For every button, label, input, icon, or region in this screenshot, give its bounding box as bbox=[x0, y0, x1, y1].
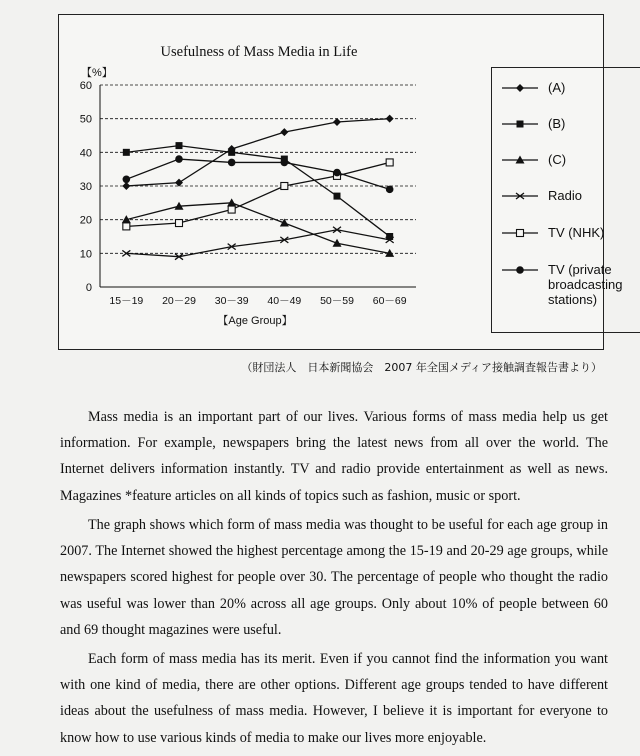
data-point bbox=[176, 142, 183, 149]
legend-marker bbox=[498, 223, 542, 243]
legend-item bbox=[492, 150, 640, 170]
legend-label: Radio bbox=[548, 188, 582, 203]
x-tick-label: 20－29 bbox=[162, 295, 196, 307]
legend-item bbox=[492, 223, 640, 243]
x-tick-label: 60－69 bbox=[372, 295, 407, 307]
series-4 bbox=[122, 227, 393, 260]
legend-item bbox=[492, 114, 640, 134]
data-point bbox=[228, 159, 236, 167]
paragraph-2: The graph shows which form of mass media was thought to be useful for each age group in 2007. The Internet showed the highest percentage among the 15-19 and 20-29 age groups, while newspapers scored highest for people over 30. The percentage of people who thought the radio was useful was lower than 20% across all age groups. Only about 10% of people between 60 and 69 thought magazines were useful. bbox=[60, 517, 608, 638]
x-tick-label: 50－59 bbox=[320, 295, 354, 307]
y-tick-label: 0 bbox=[85, 282, 92, 294]
series-line bbox=[126, 162, 389, 226]
data-point bbox=[281, 159, 289, 167]
series-line bbox=[126, 146, 389, 237]
legend-label: TV (private broadcasting stations) bbox=[548, 262, 623, 307]
chart-title: Usefulness of Mass Media in Life bbox=[160, 44, 358, 60]
legend-label: (A) bbox=[548, 80, 566, 95]
legend-label: (C) bbox=[548, 152, 567, 167]
series-5 bbox=[123, 159, 393, 230]
data-point bbox=[123, 175, 131, 183]
legend-label: (B) bbox=[548, 116, 566, 131]
paragraph-3: Each form of mass media has its merit. Even if you cannot find the information you want with one kind of media, there are other options. Different age groups tended to have different ideas about the usefulness of mass media. However, I believe it is important for everyone to know how to use various kinds of media to make our lives more enjoyable. bbox=[60, 651, 608, 746]
legend-symbol bbox=[516, 266, 524, 274]
legend-label: TV (NHK) bbox=[548, 225, 605, 240]
series-line bbox=[126, 203, 389, 254]
legend-symbol bbox=[517, 230, 524, 237]
series-2 bbox=[123, 142, 393, 240]
data-point bbox=[123, 223, 130, 230]
legend-item bbox=[492, 186, 640, 206]
source-citation: （財団法人 日本新聞協会 2007 年全国メディア接触調査報告書より） bbox=[241, 361, 602, 374]
data-point bbox=[227, 198, 236, 206]
legend-marker bbox=[498, 150, 542, 170]
legend-marker bbox=[498, 260, 542, 280]
data-point bbox=[123, 149, 130, 156]
data-point bbox=[122, 182, 130, 190]
data-point bbox=[228, 206, 235, 213]
data-point bbox=[280, 128, 288, 136]
series-6 bbox=[123, 155, 394, 193]
y-tick-label: 50 bbox=[79, 113, 92, 126]
data-point bbox=[175, 155, 183, 163]
data-point bbox=[281, 183, 288, 190]
data-point bbox=[333, 169, 341, 177]
y-tick-label: 10 bbox=[79, 248, 92, 261]
series-line bbox=[126, 159, 389, 189]
legend-marker bbox=[498, 186, 542, 206]
legend-marker bbox=[498, 114, 542, 134]
data-point bbox=[175, 179, 183, 187]
y-tick-label: 60 bbox=[79, 80, 92, 92]
series-line bbox=[126, 230, 389, 257]
x-tick-label: 15－19 bbox=[109, 295, 144, 307]
paragraph-1: Mass media is an important part of our lives. Various forms of mass media help us get information. For example, newspapers bring the latest news from all over the world. The Internet delivers information instantly. TV and radio provide entertainment as well as news. Magazines *feature articles on all kinds of topics such as fashion, music or sport. bbox=[60, 409, 608, 504]
data-point bbox=[386, 115, 394, 123]
legend-item bbox=[492, 260, 640, 307]
y-tick-label: 30 bbox=[79, 181, 92, 193]
x-tick-label: 30－39 bbox=[214, 295, 249, 307]
y-axis-label: 【%】 bbox=[81, 67, 113, 79]
x-tick-label: 40－49 bbox=[267, 295, 302, 307]
data-point bbox=[176, 220, 183, 227]
y-tick-label: 40 bbox=[79, 147, 92, 160]
data-point bbox=[228, 149, 235, 156]
data-point bbox=[334, 193, 341, 200]
data-point bbox=[333, 118, 341, 126]
x-axis-label: 【Age Group】 bbox=[217, 315, 293, 327]
chart-legend bbox=[491, 67, 640, 333]
legend-symbol bbox=[517, 121, 524, 128]
data-point bbox=[333, 239, 342, 247]
data-point bbox=[386, 186, 394, 194]
data-point bbox=[386, 159, 393, 166]
legend-item bbox=[492, 78, 640, 98]
legend-marker bbox=[498, 78, 542, 98]
series-3 bbox=[122, 198, 394, 256]
chart-frame bbox=[58, 14, 623, 350]
legend-symbol bbox=[516, 84, 524, 92]
y-tick-label: 20 bbox=[79, 214, 92, 227]
